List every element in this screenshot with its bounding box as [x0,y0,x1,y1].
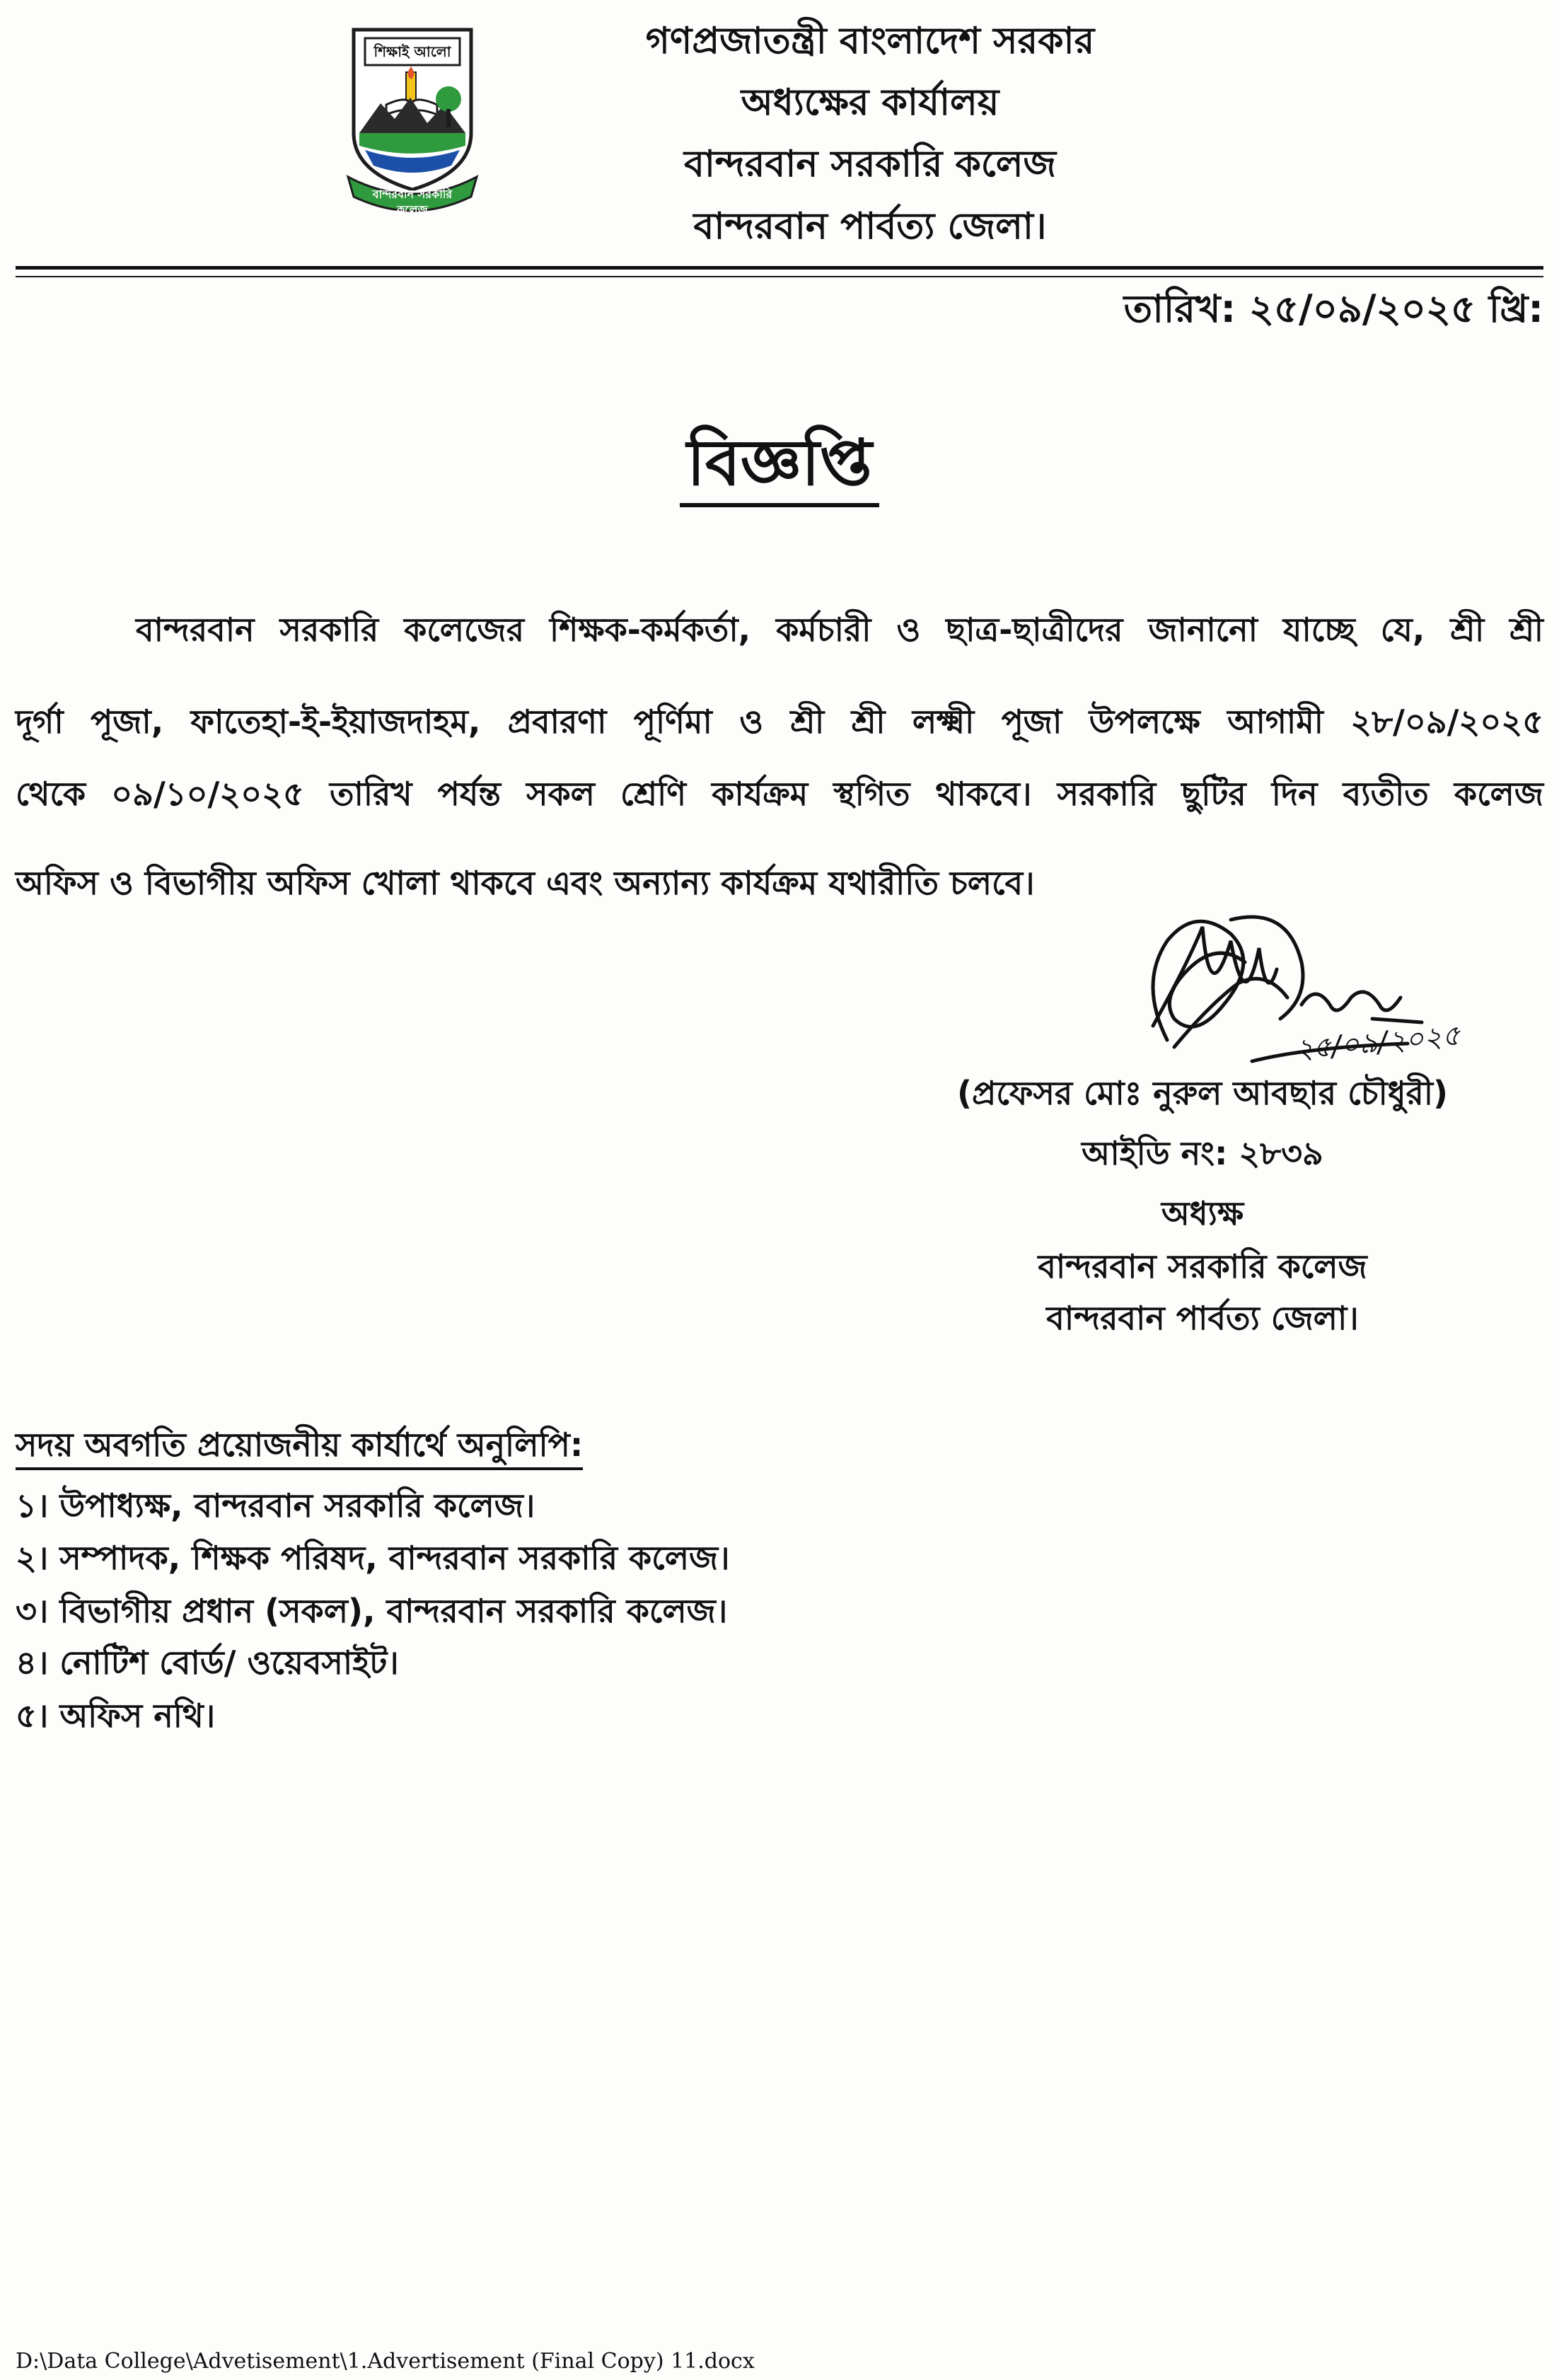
logo-motto: শিক্ষাই আলো [373,43,451,60]
body-line-1: বান্দরবান সরকারি কলেজের শিক্ষক-কর্মকর্তা, কর্মচারী ও ছাত্র-ছাত্রীদের জানানো যাচ্ছে যে, শ্রী শ্রী [136,611,1543,649]
notice-title-text: বিজ্ঞপ্তি [680,426,879,507]
logo-ribbon-text: বান্দরবান সরকারি কলেজ [372,187,453,216]
cc-item-3: ৩। বিভাগীয় প্রধান (সকল), বান্দরবান সরকারি কলেজ। [16,1592,728,1630]
header-divider [16,266,1543,270]
signatory-district: বান্দরবান পার্বত্য জেলা। [1046,1299,1359,1337]
cc-item-5: ৫। অফিস নথি। [16,1697,216,1735]
body-line-4: অফিস ও বিভাগীয় অফিস খোলা থাকবে এবং অন্যান্য কার্যক্রম যথারীতি চলবে। [16,864,1035,902]
college-name: বান্দরবান সরকারি কলেজ [683,143,1057,185]
notice-title [0,424,1559,502]
cc-item-1: ১। উপাধ্যক্ষ, বান্দরবান সরকারি কলেজ। [16,1486,535,1525]
header-divider-thin [16,276,1543,277]
cc-heading: সদয় অবগতি প্রয়োজনীয় কার্যার্থে অনুলিপি: [16,1423,583,1470]
cc-item-4: ৪। নোটিশ বোর্ড/ ওয়েবসাইট। [16,1644,399,1682]
district-name: বান্দরবান পার্বত্য জেলা। [693,205,1047,248]
office-name: অধ্যক্ষের কার্যালয় [741,81,999,124]
signatory-id: আইডি নং: ২৮৩৯ [1082,1134,1323,1172]
signatory-institution: বান্দরবান সরকারি কলেজ [1038,1247,1367,1286]
notice-date: তারিখ: ২৫/০৯/২০২৫ খ্রি: [1123,287,1543,331]
govt-name: গণপ্রজাতন্ত্রী বাংলাদেশ সরকার [645,20,1095,62]
signatory-name: (প্রফেসর মোঃ নুরুল আবছার চৌধুরী) [957,1074,1448,1112]
signatory-designation: অধ্যক্ষ [1161,1194,1244,1232]
signature-date: ২৫/০৯/২০২৫ [1293,1019,1462,1066]
body-line-3: থেকে ০৯/১০/২০২৫ তারিখ পর্যন্ত সকল শ্রেণি কার্যক্রম স্থগিত থাকবে। সরকারি ছুটির দিন ব্যতীত কলেজ [16,775,1543,813]
file-path-footer: D:\Data College\Advetisement\1.Advertisement (Final Copy) 11.docx [16,2349,755,2374]
signature [1125,899,1462,1082]
body-line-2: দূর্গা পূজা, ফাতেহা-ই-ইয়াজদাহম, প্রবারণা পূর্ণিমা ও শ্রী শ্রী লক্ষ্মী পূজা উপলক্ষে আগামী ২৮/০৯/২০২৫ [16,703,1543,741]
cc-item-2: ২। সম্পাদক, শিক্ষক পরিষদ, বান্দরবান সরকারি কলেজ। [16,1539,730,1577]
